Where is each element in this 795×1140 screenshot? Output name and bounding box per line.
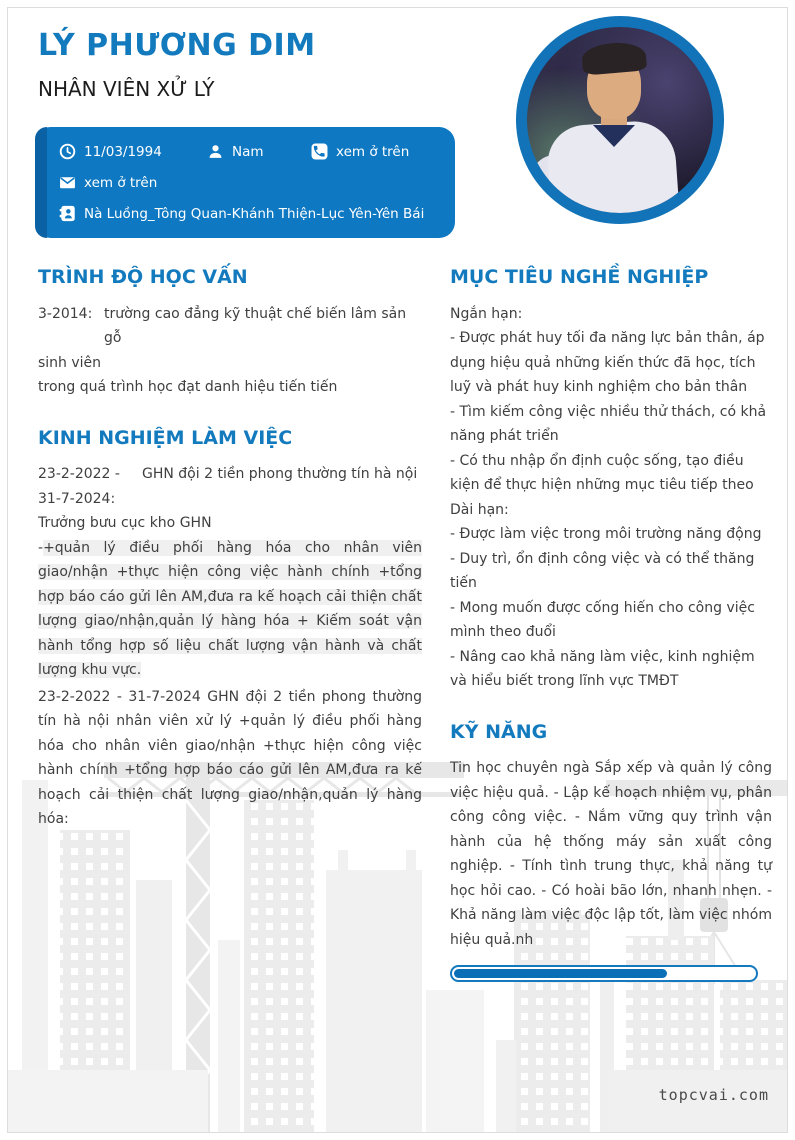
candidate-name: LÝ PHƯƠNG DIM	[38, 28, 316, 63]
experience-period: 23-2-2022 - 31-7-2024:	[38, 466, 120, 507]
objective-item: - Duy trì, ổn định công việc và có thể thăng tiến	[450, 550, 755, 591]
experience-description-1	[38, 536, 422, 683]
phone-field	[311, 143, 409, 160]
experience-role: Trưởng bưu cục kho GHN	[38, 515, 212, 531]
objective-item: - Được phát huy tối đa năng lực bản thân, áp dụng hiệu quả những kiến thức đã học, tích luỹ và phát huy kinh nghiệm cho bản thân	[450, 330, 765, 395]
dob-field	[59, 143, 207, 160]
objective-item: - Được làm việc trong môi trường năng động	[450, 526, 762, 542]
experience-entry-header	[38, 462, 422, 511]
objective-item: - Mong muốn được cống hiến cho công việc mình theo đuổi	[450, 599, 755, 640]
email-field	[59, 174, 157, 191]
email-icon	[59, 174, 76, 191]
info-row-2	[59, 167, 445, 198]
info-box-accent	[35, 127, 47, 238]
experience-company: GHN đội 2 tiền phong thường tín hà nội	[142, 466, 418, 482]
objectives-section	[450, 265, 772, 694]
contact-info-box	[35, 127, 455, 238]
experience-desc-highlighted: +quản lý điều phối hàng hóa cho nhân viên giao/nhận +thực hiện công việc hành chính +tổng hợp báo cáo gửi lên AM,đưa ra kế hoạch cải thiện chất lượng giao/nhận,quản lý hàng hóa + Kiếm soát vận hành tổng hợp số liệu chất lượng vận hành và chất lượng khu vực.	[38, 539, 422, 678]
objective-item: - Tìm kiếm công việc nhiều thử thách, có khả năng phát triển	[450, 403, 767, 444]
dob-value: 11/03/1994	[84, 143, 162, 160]
objective-item: - Nâng cao khả năng làm việc, kinh nghiệm và hiểu biết trong lĩnh vực TMĐT	[450, 648, 755, 689]
profile-photo	[527, 27, 713, 213]
education-period: 3-2014:	[38, 305, 93, 322]
experience-heading: KINH NGHIỆM LÀM VIỆC	[38, 426, 293, 449]
education-role: sinh viên	[38, 354, 102, 371]
gender-value: Nam	[232, 143, 264, 160]
education-school: trường cao đẳng kỹ thuật chế biến lâm sản gỗ	[104, 305, 407, 346]
skills-heading: KỸ NĂNG	[450, 720, 548, 743]
job-title: NHÂN VIÊN XỬ LÝ	[38, 77, 215, 101]
education-note: trong quá trình học đạt danh hiệu tiến tiến	[38, 379, 338, 395]
profile-photo-ring	[516, 16, 724, 224]
phone-value: xem ở trên	[336, 143, 410, 160]
skill-level-bar	[450, 965, 758, 982]
info-row-1	[59, 136, 445, 167]
person-icon	[207, 143, 224, 160]
address-book-icon	[59, 205, 76, 222]
left-column	[38, 265, 422, 858]
skills-section	[450, 720, 772, 983]
gender-field	[207, 143, 311, 160]
skills-text: Tin học chuyên ngà Sắp xếp và quản lý công việc hiệu quả. - Lập kế hoạch nhiệm vụ, phân công công việc. - Nắm vững quy trình vận hành của hệ thống máy sản xuất công nghiệp. - Tính tình trung thực, khả năng tự học hỏi cao. - Có hoài bão lớn, nhanh nhẹn. - Khả năng làm việc độc lập tốt, làm việc nhóm hiệu quả.nh	[450, 760, 772, 948]
education-heading: TRÌNH ĐỘ HỌC VẤN	[38, 266, 248, 288]
photo-hair	[581, 40, 647, 75]
experience-description-2: 23-2-2022 - 31-7-2024 GHN đội 2 tiền phong thường tín hà nội nhân viên xử lý +quản lý điều phối hàng hóa cho nhân viên giao/nhận +thực hiện công việc hành chính +tổng hợp báo cáo gửi lên AM,đưa ra kế hoạch cải thiện chất lượng giao/nhận,quản lý hàng hóa:	[38, 688, 422, 827]
address-value: Nà Luồng_Tông Quan-Khánh Thiện-Lục Yên-Yên Bái	[84, 205, 425, 222]
clock-icon	[59, 143, 76, 160]
email-value: xem ở trên	[84, 174, 158, 191]
phone-icon	[311, 143, 328, 160]
education-section	[38, 265, 422, 400]
address-field	[59, 205, 424, 222]
education-entry	[38, 302, 422, 351]
skill-level-fill	[454, 969, 667, 978]
objective-item: - Có thu nhập ổn định cuộc sống, tạo điều kiện để thực hiện những mục tiêu tiếp theo	[450, 452, 754, 493]
info-row-3	[59, 198, 445, 229]
site-watermark: topcvai.com	[658, 1086, 769, 1104]
objectives-heading: MỤC TIÊU NGHỀ NGHIỆP	[450, 266, 709, 288]
objectives-short-label: Ngắn hạn:	[450, 305, 523, 322]
right-column	[450, 265, 772, 1008]
experience-desc-lead: -	[38, 539, 44, 556]
objectives-long-label: Dài hạn:	[450, 501, 509, 518]
experience-section	[38, 426, 422, 832]
